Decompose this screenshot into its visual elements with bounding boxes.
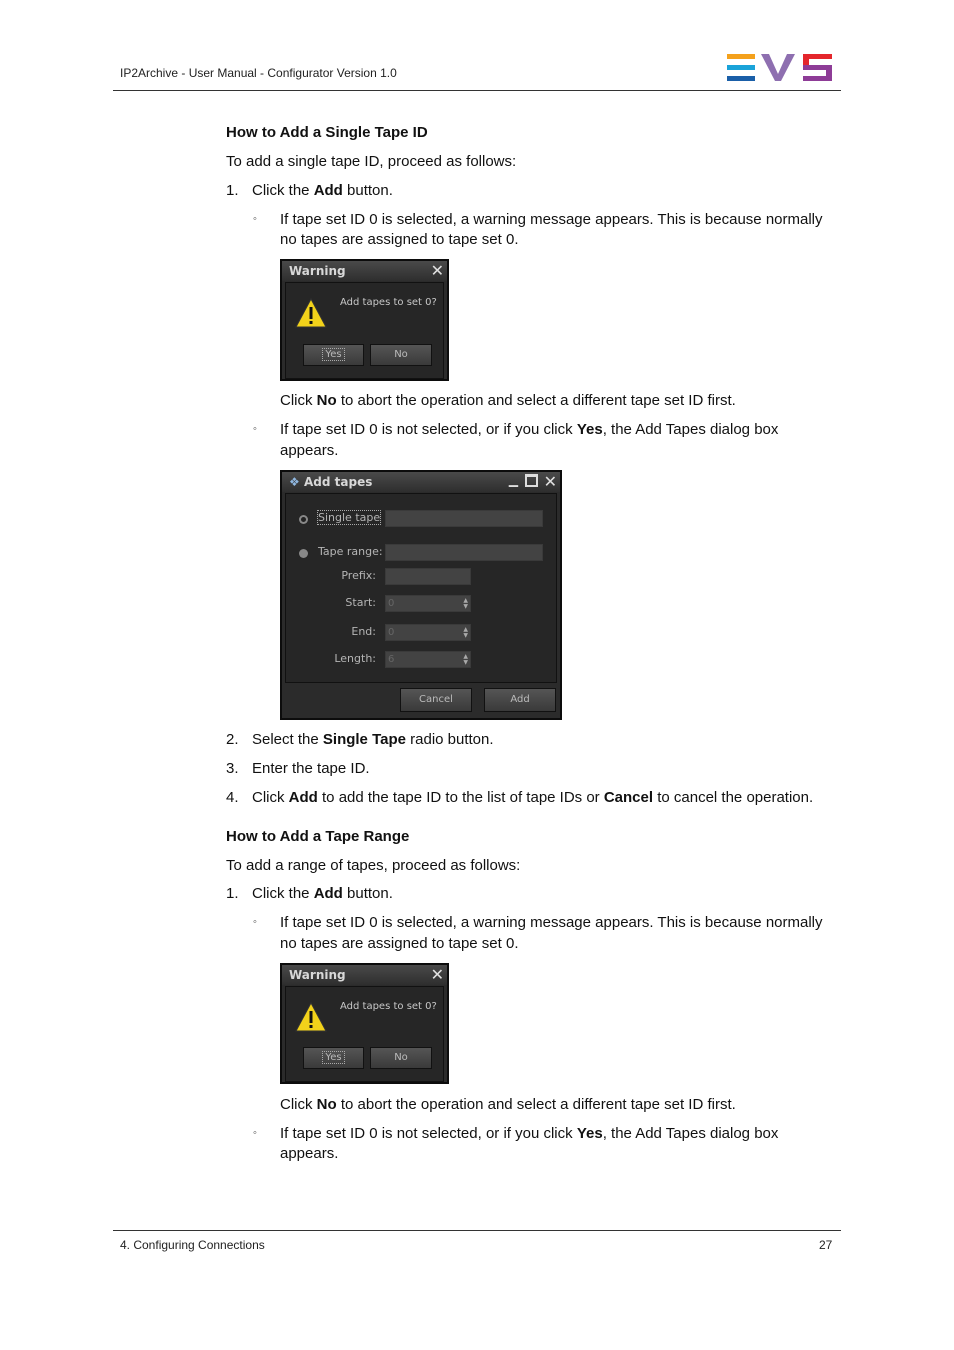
page-number: 27 xyxy=(819,1238,833,1252)
prefix-input xyxy=(385,568,471,585)
cancel-button: Cancel xyxy=(400,688,472,712)
dialog-body xyxy=(285,282,444,379)
minimize-icon: ▁ xyxy=(508,473,518,487)
step-number: 3. xyxy=(226,760,239,777)
bullet-text: If tape set ID 0 is selected, a warning message appears. This is because normally xyxy=(280,914,823,931)
dialog-title: Add tapes xyxy=(282,472,560,492)
dialog-body xyxy=(285,493,557,683)
close-icon: ✕ xyxy=(430,965,444,984)
prefix-label: Prefix: xyxy=(341,569,376,582)
header-title: IP2Archive - User Manual - Configurator Version 1.0 xyxy=(120,66,397,80)
dialog-title: Warning xyxy=(282,965,447,985)
bullet-marker: ◦ xyxy=(253,213,257,225)
yes-button: Yes xyxy=(303,344,364,366)
start-label: Start: xyxy=(345,596,376,609)
paragraph: To add a single tape ID, proceed as follows: xyxy=(226,153,517,170)
bullet-marker: ◦ xyxy=(253,916,257,928)
paragraph: Click No to abort the operation and select a different tape set ID first. xyxy=(280,1096,736,1113)
app-icon: ❖ xyxy=(289,475,300,489)
maximize-icon xyxy=(525,474,538,487)
dialog-body xyxy=(285,986,444,1082)
yes-button: Yes xyxy=(303,1047,364,1069)
warning-dialog-screenshot xyxy=(280,963,449,1084)
paragraph: Click No to abort the operation and select a different tape set ID first. xyxy=(280,392,736,409)
bullet-text: If tape set ID 0 is selected, a warning message appears. This is because normally xyxy=(280,211,823,228)
warning-icon xyxy=(295,298,327,328)
header-divider xyxy=(113,90,841,91)
bullet-marker: ◦ xyxy=(253,423,257,435)
bullet-text: appears. xyxy=(280,1145,339,1162)
warning-message: Add tapes to set 0? xyxy=(340,297,437,308)
close-icon: ✕ xyxy=(543,472,557,491)
paragraph: To add a range of tapes, proceed as follows: xyxy=(226,857,521,874)
warning-dialog-screenshot xyxy=(280,259,449,381)
single-tape-input xyxy=(385,510,543,527)
dialog-title: Warning xyxy=(282,261,447,281)
bullet-text: If tape set ID 0 is not selected, or if you click Yes, the Add Tapes dialog box xyxy=(280,421,779,438)
close-icon: ✕ xyxy=(430,261,444,280)
bullet-text: no tapes are assigned to tape set 0. xyxy=(280,935,519,952)
add-button: Add xyxy=(484,688,556,712)
bullet-text: no tapes are assigned to tape set 0. xyxy=(280,231,519,248)
step-number: 1. xyxy=(226,182,239,199)
step-number: 1. xyxy=(226,885,239,902)
step-text: Click the Add button. xyxy=(252,182,393,199)
bullet-text: appears. xyxy=(280,442,339,459)
step-number: 4. xyxy=(226,789,239,806)
bullet-text: If tape set ID 0 is not selected, or if you click Yes, the Add Tapes dialog box xyxy=(280,1125,779,1142)
single-tape-label: Single tape xyxy=(318,511,381,524)
step-text: Enter the tape ID. xyxy=(252,760,370,777)
step-text: Select the Single Tape radio button. xyxy=(252,731,494,748)
section-heading: How to Add a Tape Range xyxy=(226,828,410,845)
section-heading: How to Add a Single Tape ID xyxy=(226,124,428,141)
single-tape-radio xyxy=(299,515,308,524)
no-button: No xyxy=(370,344,432,366)
step-text: Click the Add button. xyxy=(252,885,393,902)
evs-logo xyxy=(727,54,833,87)
tape-range-input xyxy=(385,544,543,561)
footer-chapter: 4. Configuring Connections xyxy=(120,1238,265,1252)
length-label: Length: xyxy=(334,652,376,665)
warning-message: Add tapes to set 0? xyxy=(340,1001,437,1012)
end-spinbox: 0 ▲ ▼ xyxy=(385,624,471,641)
tape-range-radio xyxy=(299,549,308,558)
no-button: No xyxy=(370,1047,432,1069)
step-text: Click Add to add the tape ID to the list of tape IDs or Cancel to cancel the operation. xyxy=(252,789,814,806)
add-tapes-dialog-screenshot xyxy=(280,470,562,720)
bullet-marker: ◦ xyxy=(253,1127,257,1139)
step-number: 2. xyxy=(226,731,239,748)
end-label: End: xyxy=(351,625,376,638)
start-spinbox: 0 ▲ ▼ xyxy=(385,595,471,612)
length-spinbox: 6 ▲ ▼ xyxy=(385,651,471,668)
warning-icon xyxy=(295,1002,327,1032)
footer-divider xyxy=(113,1230,841,1231)
tape-range-label: Tape range: xyxy=(318,545,383,558)
